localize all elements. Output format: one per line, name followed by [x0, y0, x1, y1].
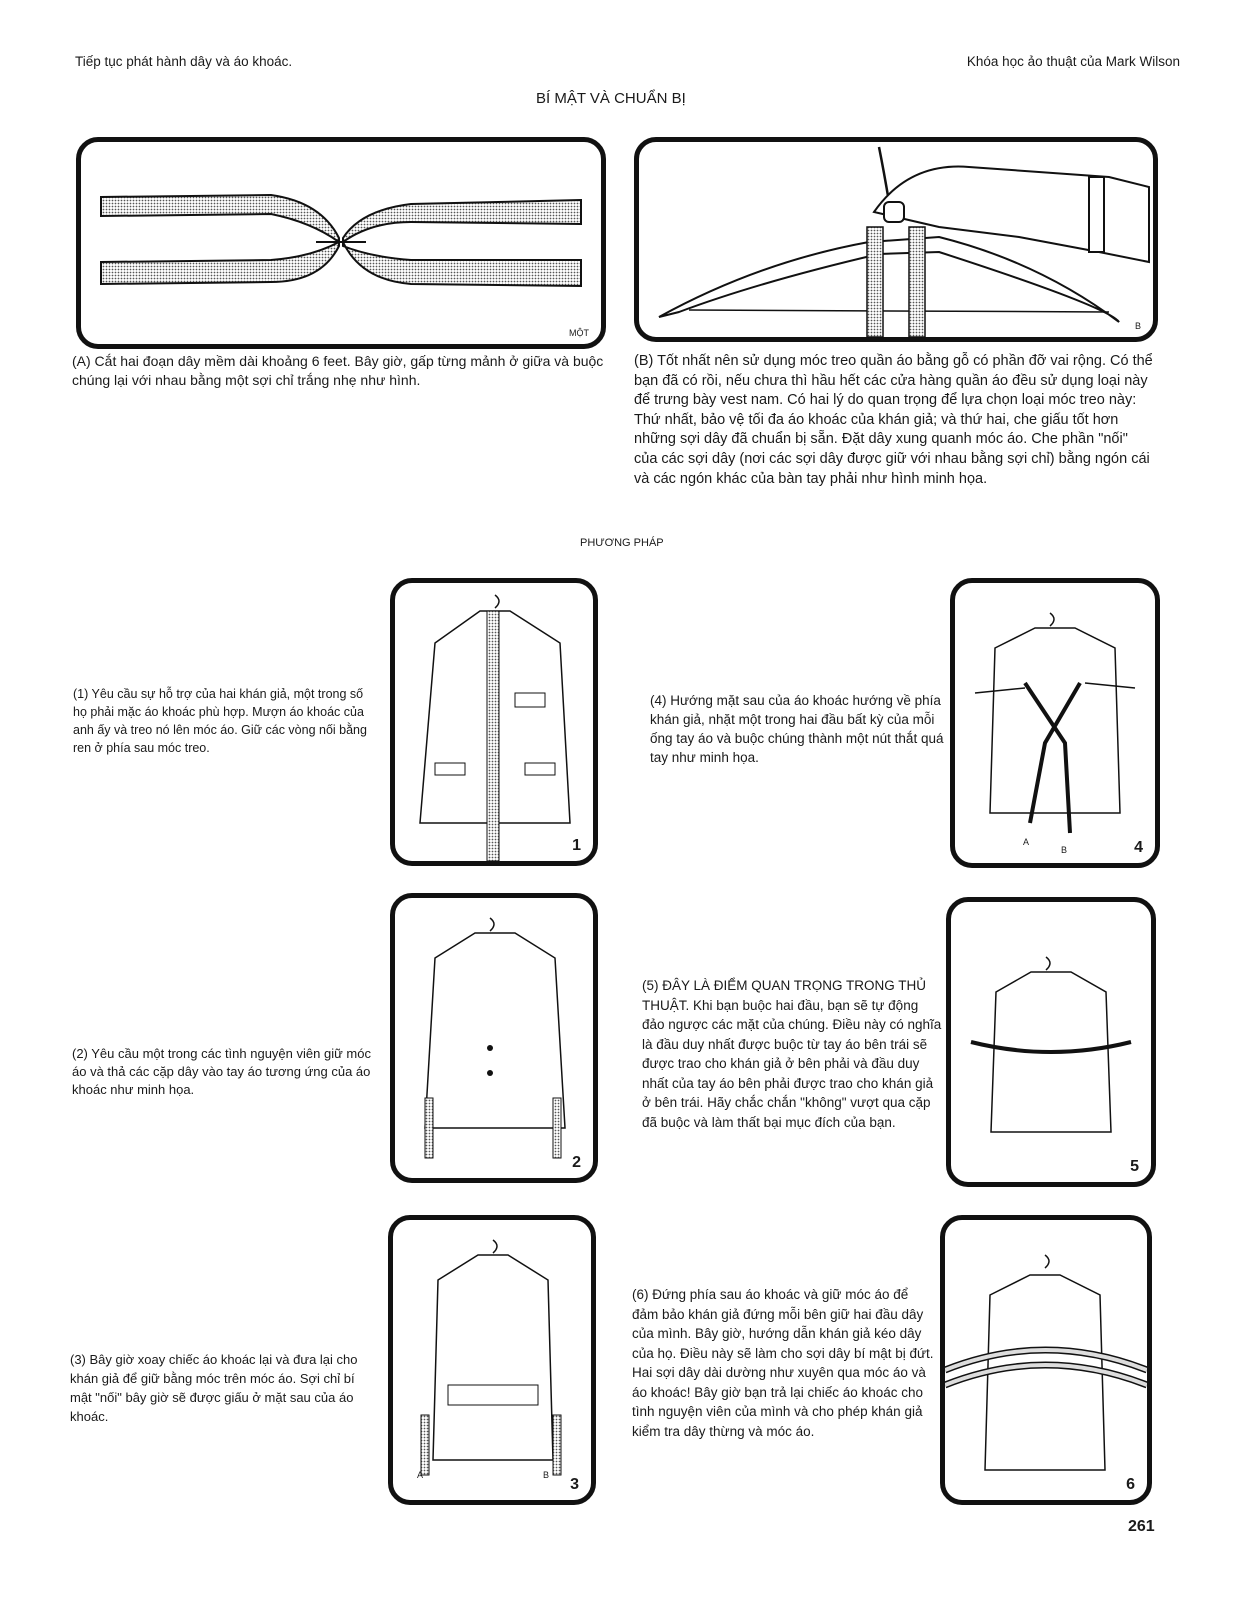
step-3-illustration — [388, 1215, 596, 1505]
step-6-number: 6 — [1126, 1476, 1135, 1493]
step-4-illustration — [950, 578, 1160, 868]
hanger-hand-illustration — [639, 142, 1153, 337]
ropes-illustration — [81, 142, 601, 344]
step-6-illustration — [940, 1215, 1152, 1505]
step-3-text: (3) Bây giờ xoay chiếc áo khoác lại và đưa lại cho khán giả để giữ bằng móc trên móc áo. Sợi chỉ bí mật "nối" bây giờ sẽ được giấu ở mặt sau của áo khoác. — [70, 1352, 358, 1424]
figure-a-label: MỘT — [569, 328, 589, 338]
section-title-method: PHƯƠNG PHÁP — [580, 537, 664, 549]
running-header-left: Tiếp tục phát hành dây và áo khoác. — [75, 54, 293, 69]
step-2-text: (2) Yêu cầu một trong các tình nguyện viên giữ móc áo và thả các cặp dây vào tay áo tương ứng của áo khoác như minh họa. — [72, 1046, 371, 1097]
step-6-text: (6) Đứng phía sau áo khoác và giữ móc áo để đảm bảo khán giả đứng mỗi bên giữ hai đầu dây của mình. Bây giờ, hướng dẫn khán giả kéo dây của họ. Điều này sẽ làm cho sợi dây bí mật bị đứt. Hai sợi dây dài dường như xuyên qua móc áo và áo khoác! Bây giờ bạn trả lại chiếc áo khoác cho tình nguyện viên của mình và cho phép khán giả kiểm tra dây thừng và móc áo. — [632, 1287, 934, 1439]
step-4-text: (4) Hướng mặt sau của áo khoác hướng về phía khán giả, nhặt một trong hai đầu bất kỳ của mỗi ống tay áo và buộc chúng thành một nút thắt quá tay như minh họa. — [650, 693, 944, 765]
figure-b-caption: (B) Tốt nhất nên sử dụng móc treo quần áo bằng gỗ có phần đỡ vai rộng. Có thể bạn đã có rồi, nếu chưa thì hầu hết các cửa hàng quần áo đều sử dụng loại này để trưng bày vest nam. Có hai lý do quan trọng để lựa chọn loại móc treo này: Thứ nhất, bảo vệ tối đa áo khoác của khán giả; và thứ hai, che giấu tốt hơn những sợi dây đã chuẩn bị sẵn. Đặt dây xung quanh móc áo. Che phần "nối" của các sợi dây (nơi các sợi dây được giữ với nhau bằng sợi chỉ) bằng ngón cái và các ngón khác của bàn tay phải như hình minh họa. — [634, 353, 1153, 487]
step-5-number: 5 — [1130, 1158, 1139, 1175]
step-1-illustration — [390, 578, 598, 866]
step-2-number: 2 — [572, 1154, 581, 1171]
figure-a-caption: (A) Cắt hai đoạn dây mềm dài khoảng 6 feet. Bây giờ, gấp từng mảnh ở giữa và buộc chúng lại với nhau bằng một sợi chỉ trắng nhẹ như hình. — [72, 353, 604, 388]
page-number: 261 — [1128, 1518, 1155, 1535]
figure-a-ropes-tied — [76, 137, 606, 349]
step-1-text: (1) Yêu cầu sự hỗ trợ của hai khán giả, một trong số họ phải mặc áo khoác phù hợp. Mượn áo khoác của anh ấy và treo nó lên móc áo. Giữ các vòng nối bằng ren ở phía sau móc treo. — [73, 687, 367, 755]
step-1-number: 1 — [572, 837, 581, 854]
rope-letter-b: B — [1061, 845, 1068, 855]
section-title-secret: BÍ MẬT VÀ CHUẨN BỊ — [536, 90, 686, 107]
step-2-illustration — [390, 893, 598, 1183]
figure-b-label: B — [1134, 321, 1141, 331]
figure-b-hanger — [634, 137, 1158, 342]
rope-letter-a: A — [1023, 837, 1030, 847]
running-header-right: Khóa học ảo thuật của Mark Wilson — [966, 54, 1180, 69]
step-5-text: (5) ĐÂY LÀ ĐIỂM QUAN TRỌNG TRONG THỦ THUẬT. Khi bạn buộc hai đầu, bạn sẽ tự động đảo ngược các mặt của chúng. Điều này có nghĩa là đầu duy nhất được buộc từ tay áo bên trái sẽ được trao cho khán giả ở bên phải và đầu duy nhất của tay áo bên phải được trao cho khán giả ở bên trái. Hãy chắc chắn "không" vượt qua cặp đã buộc và làm thất bại mục đích của bạn. — [642, 978, 942, 1130]
step-3-number: 3 — [570, 1476, 579, 1493]
step-5-illustration — [946, 897, 1156, 1187]
step-4-number: 4 — [1134, 839, 1143, 856]
rope-letter-a: A — [417, 1470, 424, 1480]
rope-letter-b: B — [543, 1470, 550, 1480]
